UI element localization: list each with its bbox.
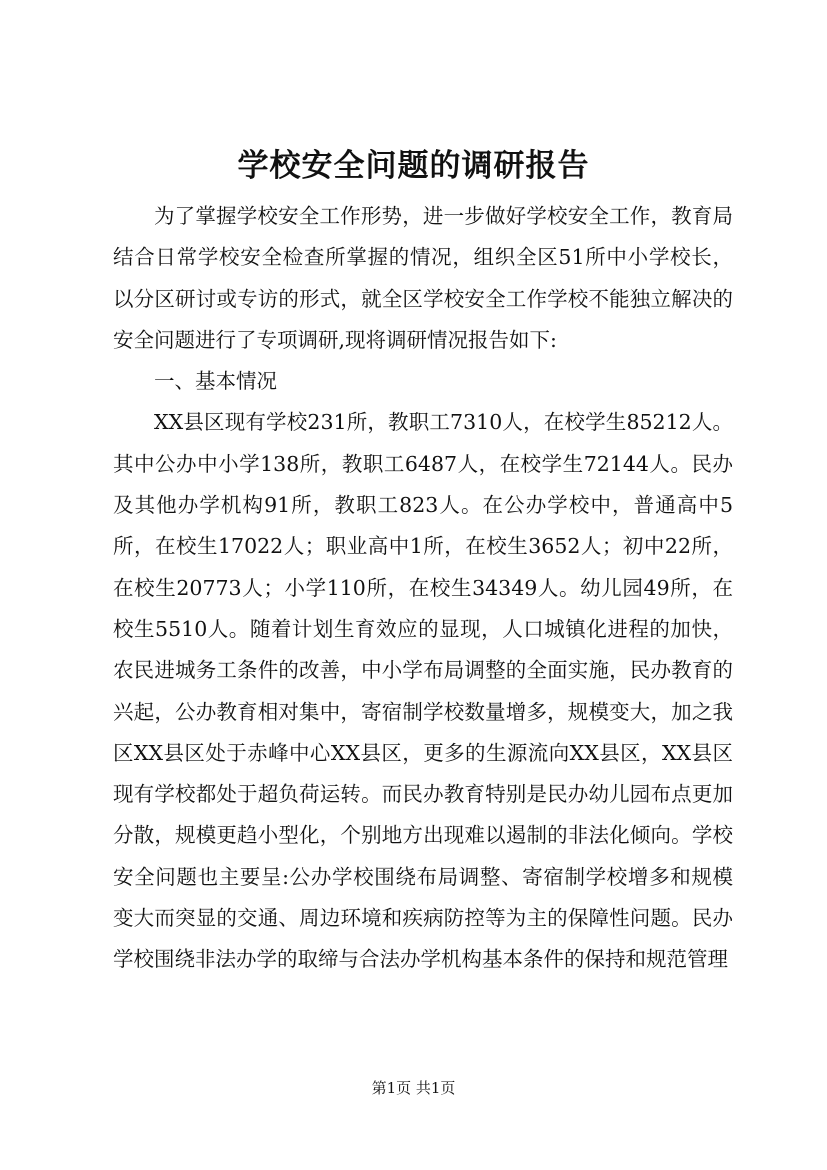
paragraph-intro: 为了掌握学校安全工作形势，进一步做好学校安全工作，教育局结合日常学校安全检查所掌握的情况，组织全区51所中小学校长，以分区研讨或专访的形式，就全区学校安全工作学校不能独立解决的安全问题进行了专项调研,现将调研情况报告如下: <box>113 204 733 352</box>
paragraph-basic-situation: XX县区现有学校231所，教职工7310人，在校学生85212人。其中公办中小学138所，教职工6487人，在校学生72144人。民办及其他办学机构91所，教职工823人。在公办学校中，普通高中5所，在校生17022人；职业高中1所，在校生3652人；初中22所，在校生20773人；小学110所，在校生34349人。幼儿园49所，在校生5510人。随着计划生育效应的显现，人口城镇化进程的加快，农民进城务工条件的改善，中小学布局调整的全面实施，民办教育的兴起，公办教育相对集中，寄宿制学校数量增多，规模变大，加之我区XX县区处于赤峰中心XX县区，更多的生源流向XX县区，XX县区现有学校都处于超负荷运转。而民办教育特别是民办幼儿园布点更加分散，规模更趋小型化，个别地方出现难以遏制的非法化倾向。学校安全问题也主要呈:公办学校围绕布局调整、寄宿制学校增多和规模变大而突显的交通、周边环境和疾病防控等为主的保障性问题。民办学校围绕非法办学的取缔与合法办学机构基本条件的保持和规范管理 <box>113 410 733 972</box>
section-heading-basic-situation: 一、基本情况 <box>154 369 277 394</box>
page-number-footer: 第1页 共1页 <box>371 1079 456 1097</box>
document-body <box>113 196 733 981</box>
document-title: 学校安全问题的调研报告 <box>237 148 590 184</box>
